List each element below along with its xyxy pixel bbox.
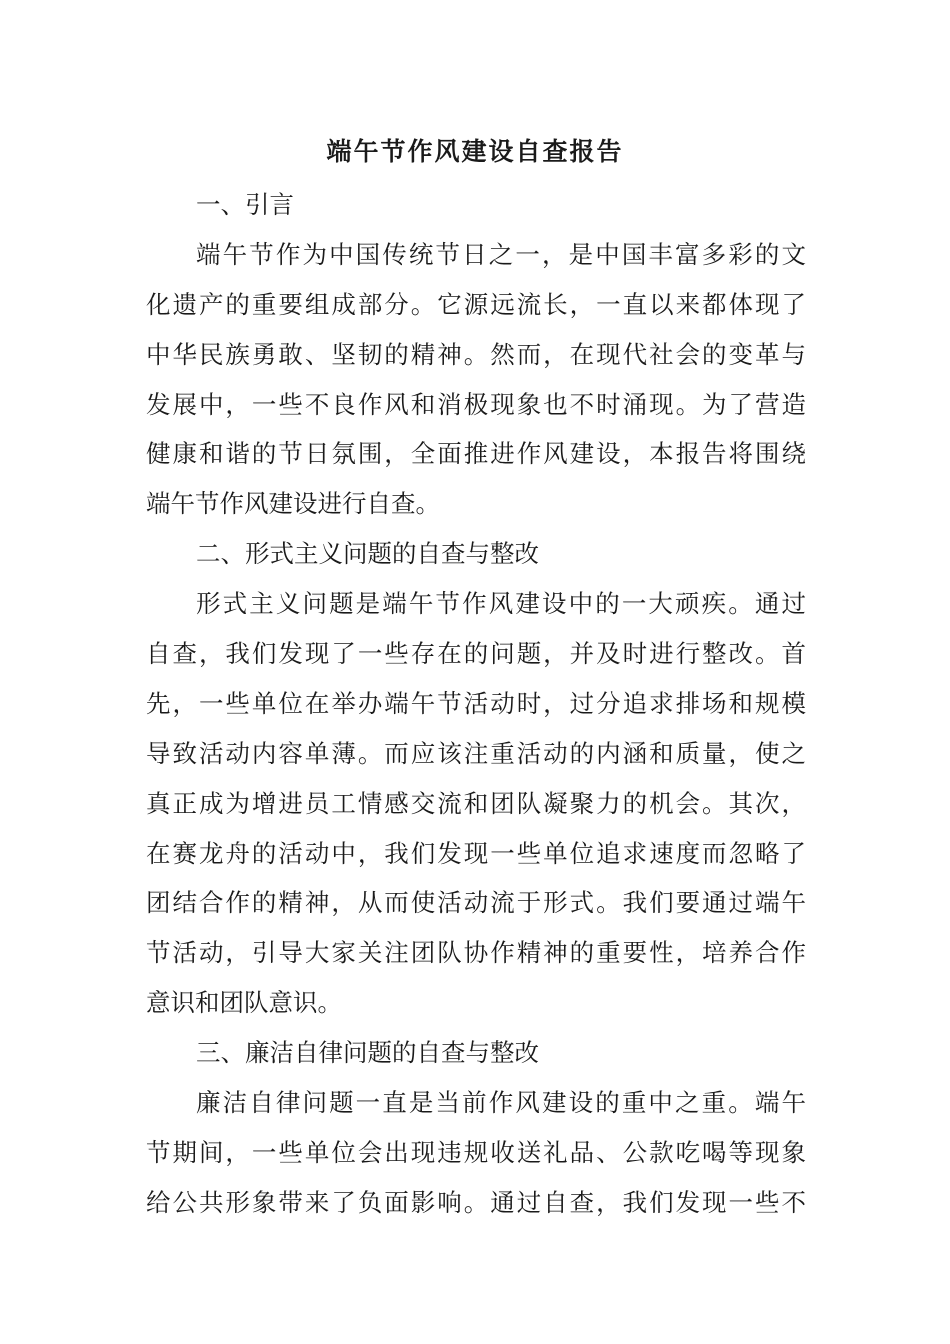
paragraph-line: 形式主义问题是端午节作风建设中的一大顽疾。通过 <box>196 589 806 619</box>
section-heading: 三、廉洁自律问题的自查与整改 <box>196 1038 539 1068</box>
paragraph-line: 在赛龙舟的活动中，我们发现一些单位追求速度而忽略了 <box>146 838 806 868</box>
paragraph-line: 导致活动内容单薄。而应该注重活动的内涵和质量，使之 <box>146 738 806 768</box>
document-body <box>146 180 806 1228</box>
paragraph-line: 端午节作为中国传统节日之一，是中国丰富多彩的文 <box>196 239 806 269</box>
paragraph-line: 发展中，一些不良作风和消极现象也不时涌现。为了营造 <box>146 389 806 419</box>
paragraph-line: 真正成为增进员工情感交流和团队凝聚力的机会。其次， <box>146 788 806 818</box>
paragraph-line: 化遗产的重要组成部分。它源远流长，一直以来都体现了 <box>146 289 806 319</box>
document-title: 端午节作风建设自查报告 <box>326 137 624 166</box>
paragraph-line: 先，一些单位在举办端午节活动时，过分追求排场和规模 <box>146 688 806 718</box>
paragraph-line: 给公共形象带来了负面影响。通过自查，我们发现一些不 <box>146 1187 806 1217</box>
paragraph-line: 自查，我们发现了一些存在的问题，并及时进行整改。首 <box>146 639 806 669</box>
paragraph-line: 廉洁自律问题一直是当前作风建设的重中之重。端午 <box>196 1088 806 1118</box>
paragraph-line: 节活动，引导大家关注团队协作精神的重要性，培养合作 <box>146 938 806 968</box>
paragraph-line: 节期间，一些单位会出现违规收送礼品、公款吃喝等现象 <box>146 1137 806 1167</box>
section-heading: 一、引言 <box>196 190 294 219</box>
paragraph-line: 端午节作风建设进行自查。 <box>146 489 440 519</box>
paragraph-line: 健康和谐的节日氛围，全面推进作风建设，本报告将围绕 <box>146 439 806 469</box>
paragraph-line: 团结合作的精神，从而使活动流于形式。我们要通过端午 <box>146 888 806 918</box>
paragraph-line: 意识和团队意识。 <box>146 988 342 1018</box>
section-heading: 二、形式主义问题的自查与整改 <box>196 539 539 569</box>
paragraph-line: 中华民族勇敢、坚韧的精神。然而，在现代社会的变革与 <box>146 339 806 369</box>
